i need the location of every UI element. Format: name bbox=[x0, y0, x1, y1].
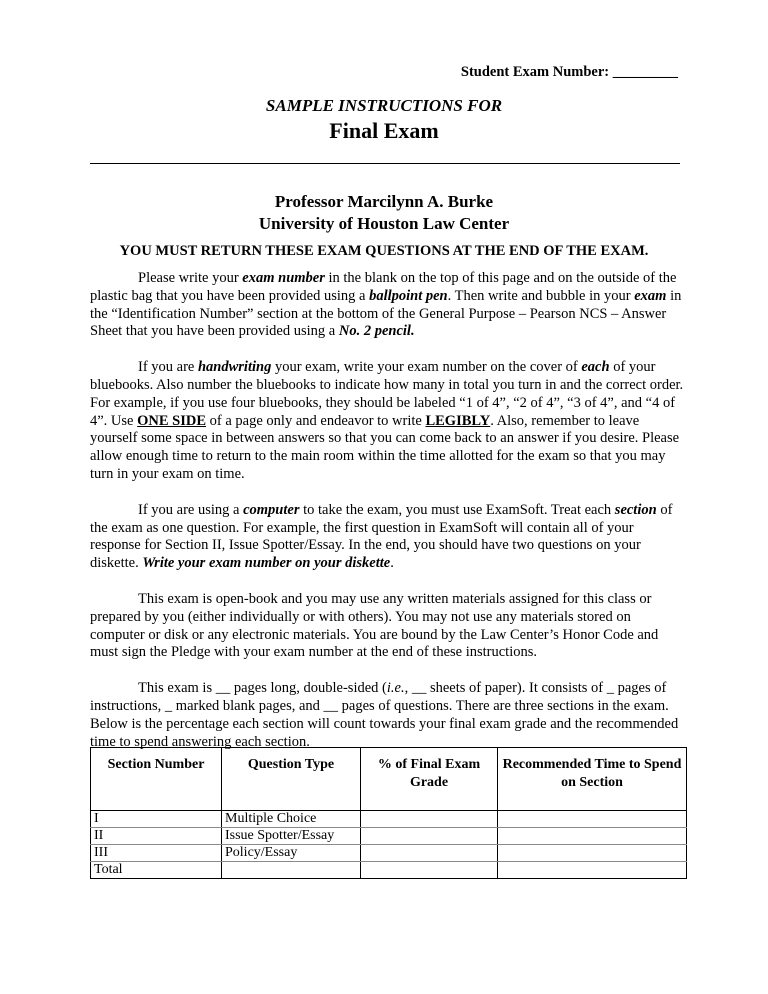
document-title: Final Exam bbox=[329, 118, 439, 143]
table-header-row bbox=[91, 748, 687, 811]
recommended-time-cell bbox=[498, 845, 687, 862]
question-type-cell: Issue Spotter/Essay bbox=[222, 828, 361, 845]
instructions-body bbox=[90, 270, 686, 751]
paragraph-exam-number: Please write your exam number in the blank on the top of this page and on the outside of the plastic bag that you have been provided using a ballpoint pen. Then write and bubble in your exam in the “Identification Number” section at the bottom of the General Purpose – Pearson NCS – Answer Sheet that you have been provided using a No. 2 pencil. bbox=[90, 270, 682, 340]
percent-grade-cell bbox=[361, 828, 498, 845]
question-type-cell bbox=[222, 862, 361, 879]
paragraph-computer: If you are using a computer to take the exam, you must use ExamSoft. Treat each section of the exam as one question. For example, the first question in ExamSoft will contain all of your response for Section II, Issue Spotter/Essay. In the end, you should have two questions on your diskette. Write your exam number on your diskette. bbox=[90, 501, 673, 572]
recommended-time-cell bbox=[498, 828, 687, 845]
percent-grade-cell bbox=[361, 845, 498, 862]
table-row bbox=[91, 811, 687, 828]
section-number-cell: I bbox=[91, 811, 222, 828]
paragraph-exam-length: This exam is __ pages long, double-sided (i.e., __ sheets of paper). It consists of _ pages of instructions, _ marked blank pages, and __ pages of questions. There are three sections in the exam. Below is the percentage each section will count towards your final exam grade and the recommended time to spend answering each section. bbox=[90, 680, 679, 750]
table-row bbox=[91, 828, 687, 845]
header-percent-grade: % of Final Exam Grade bbox=[361, 748, 498, 811]
section-number-cell: III bbox=[91, 845, 222, 862]
horizontal-divider bbox=[90, 163, 680, 164]
paragraph-open-book: This exam is open-book and you may use any written materials assigned for this class or prepared by you (either individually or with others). You may not use any materials stored on computer or disk or any electronic materials. You are bound by the Law Center’s Honor Code and must sign the Pledge with your exam number at the end of these instructions. bbox=[90, 590, 659, 661]
professor-name: Professor Marcilynn A. Burke bbox=[274, 192, 494, 211]
header-recommended-time: Recommended Time to Spend on Section bbox=[498, 748, 687, 811]
professor-block bbox=[0, 191, 768, 235]
institution-name: University of Houston Law Center bbox=[258, 214, 510, 233]
question-type-cell: Policy/Essay bbox=[222, 845, 361, 862]
recommended-time-cell bbox=[498, 811, 687, 828]
header-question-type: Question Type bbox=[222, 748, 361, 811]
question-type-cell: Multiple Choice bbox=[222, 811, 361, 828]
section-number-cell: Total bbox=[91, 862, 222, 879]
section-number-cell: II bbox=[91, 828, 222, 845]
table-row bbox=[91, 845, 687, 862]
percent-grade-cell bbox=[361, 811, 498, 828]
table-row bbox=[91, 862, 687, 879]
percent-grade-cell bbox=[361, 862, 498, 879]
document-subtitle: SAMPLE INSTRUCTIONS FOR bbox=[265, 96, 503, 115]
sections-table bbox=[90, 747, 687, 879]
recommended-time-cell bbox=[498, 862, 687, 879]
title-block bbox=[0, 96, 768, 144]
student-exam-number-field: Student Exam Number: _________ bbox=[460, 64, 678, 80]
header-section-number: Section Number bbox=[91, 748, 222, 811]
paragraph-handwriting: If you are handwriting your exam, write your exam number on the cover of each of your bluebooks. Also number the bluebooks to indicate how many in total you turn in and the correct order. For example, if you use four bluebooks, they should be labeled “1 of 4”, “2 of 4”, “3 of 4”, and “4 of 4”. Use ONE SIDE of a page only and endeavor to write LEGIBLY. Also, remember to leave yourself some space in between answers so that you can come back to an answer if you desire. Please allow enough time to return to the main room within the time allotted for the exam so that you may turn in your exam on time. bbox=[90, 359, 684, 482]
return-questions-warning: YOU MUST RETURN THESE EXAM QUESTIONS AT THE END OF THE EXAM. bbox=[119, 243, 649, 259]
